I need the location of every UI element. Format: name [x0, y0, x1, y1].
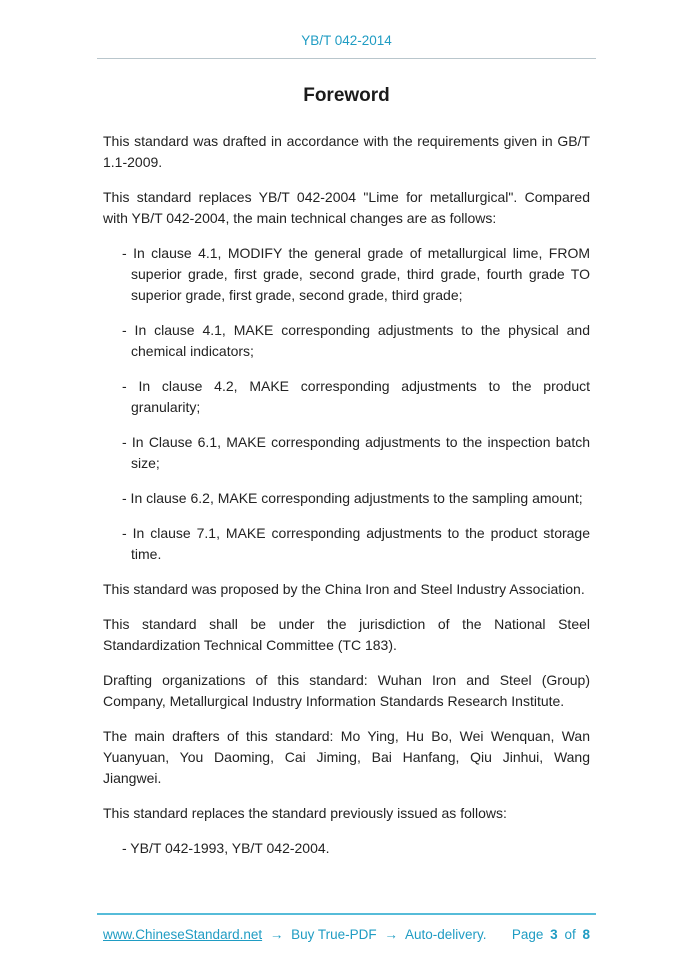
paragraph-proposed-by: This standard was proposed by the China Iron and Steel Industry Association.: [103, 581, 585, 597]
change-item-clause-4-2: - In clause 4.2, MAKE corresponding adjustments to the product granularity;: [122, 378, 590, 415]
change-item-clause-6-1: - In Clause 6.1, MAKE corresponding adjustments to the inspection batch size;: [122, 434, 590, 471]
footer-buy-text: Buy True-PDF: [291, 927, 377, 942]
total-page-number: 8: [582, 927, 590, 942]
page-title: Foreword: [303, 85, 390, 106]
paragraph-drafting-organizations: Drafting organizations of this standard: Wuhan Iron and Steel (Group) Company, Metallurgical Industry Information Standards Research Institute.: [103, 672, 590, 709]
previous-standards-item: - YB/T 042-1993, YB/T 042-2004.: [122, 840, 330, 856]
of-label: of: [564, 927, 576, 942]
arrow-right-icon: →: [269, 927, 284, 942]
document-body: [0, 131, 693, 859]
page-footer: [97, 913, 596, 942]
change-item-clause-6-2: - In clause 6.2, MAKE corresponding adjustments to the sampling amount;: [122, 490, 583, 506]
paragraph-jurisdiction: This standard shall be under the jurisdiction of the National Steel Standardization Technical Committee (TC 183).: [103, 616, 590, 653]
change-item-clause-7-1: - In clause 7.1, MAKE corresponding adjustments to the product storage time.: [122, 525, 590, 562]
arrow-right-icon: →: [384, 927, 398, 942]
page-label: Page: [511, 927, 544, 942]
footer-delivery-text: Auto-delivery.: [404, 927, 487, 942]
footer-site-link[interactable]: www.ChineseStandard.net: [103, 927, 263, 942]
header-divider: [97, 58, 596, 59]
paragraph-drafted: This standard was drafted in accordance with the requirements given in GB/T 1.1-2009.: [103, 133, 590, 170]
paragraph-previous-standards-intro: This standard replaces the standard previously issued as follows:: [103, 805, 507, 821]
page-number-indicator: [509, 927, 590, 942]
footer-branding: [103, 927, 490, 942]
header-doc-number: YB/T 042-2014: [301, 33, 392, 48]
page-header: [0, 0, 693, 59]
footer-divider: [97, 913, 596, 915]
current-page-number: 3: [550, 927, 558, 942]
change-item-clause-4-1-make: - In clause 4.1, MAKE corresponding adjustments to the physical and chemical indicators;: [122, 322, 590, 359]
change-item-clause-4-1-modify: - In clause 4.1, MODIFY the general grade of metallurgical lime, FROM superior grade, first grade, second grade, third grade, fourth grade TO superior grade, first grade, second grade, third grade;: [122, 245, 590, 303]
paragraph-main-drafters: The main drafters of this standard: Mo Ying, Hu Bo, Wei Wenquan, Wan Yuanyuan, You Daoming, Cai Jiming, Bai Hanfang, Qiu Jinhui, Wang Jiangwei.: [103, 728, 590, 786]
paragraph-replaces-intro: This standard replaces YB/T 042-2004 "Lime for metallurgical". Compared with YB/T 042-2004, the main technical changes are as follows:: [103, 189, 590, 226]
